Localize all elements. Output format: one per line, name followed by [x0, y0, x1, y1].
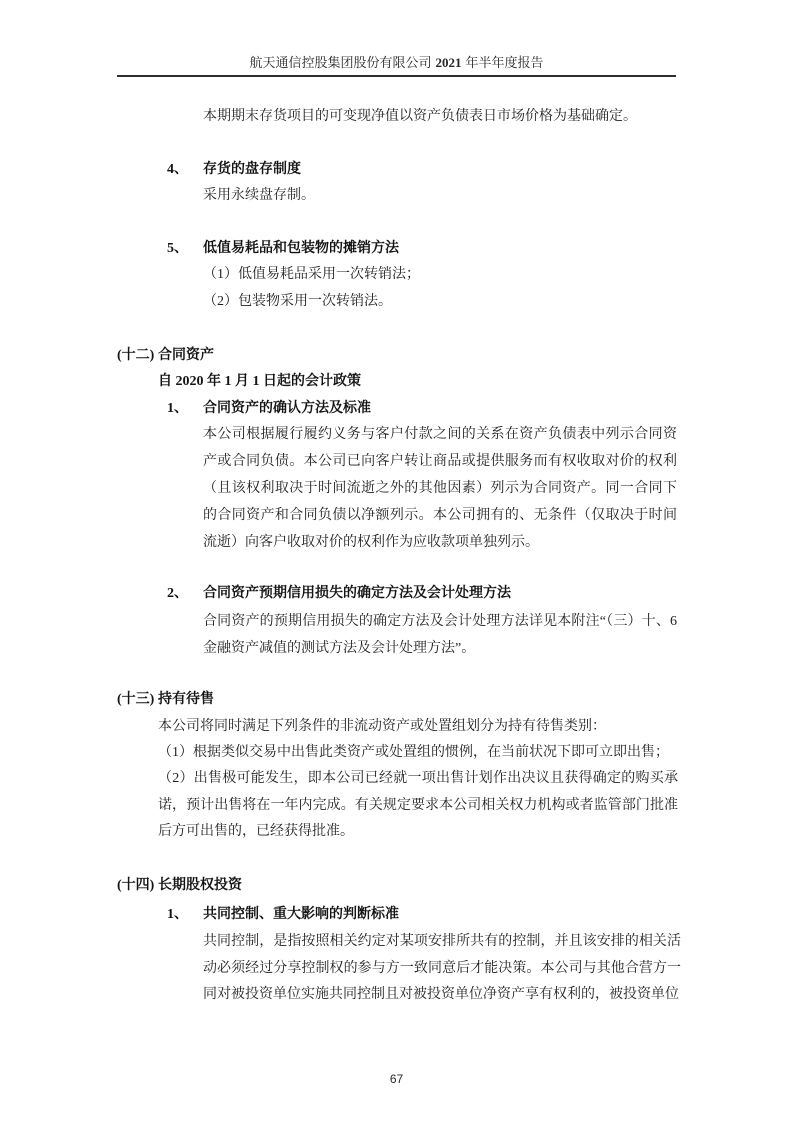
heading-item5-title: 低值易耗品和包装物的摊销方法: [203, 241, 399, 256]
section12-policy-line: 自 2020 年 1 月 1 日起的会计政策: [158, 374, 361, 389]
heading-section14-title: 长期股权投资: [158, 878, 242, 893]
heading-item4-number: 4、: [167, 162, 188, 177]
heading-section12-item1: [167, 399, 371, 419]
heading-section12-item1-number: 1、: [167, 401, 188, 416]
heading-section14-item1-title: 共同控制、重大影响的判断标准: [203, 907, 399, 922]
header-company: 航天通信控股集团股份有限公司: [249, 55, 432, 70]
heading-section12-item2-number: 2、: [167, 586, 188, 601]
section13-body1: 本公司将同时满足下列条件的非流动资产或处置组划分为持有待售类别：: [158, 719, 606, 734]
page-header: [0, 53, 793, 73]
header-year: 2021: [435, 55, 462, 70]
heading-item4: [167, 160, 301, 180]
heading-item5-number: 5、: [167, 241, 188, 256]
item5-line1: （1）低值易耗品采用一次转销法；: [203, 267, 420, 282]
page-number: 67: [389, 1072, 404, 1086]
heading-item5: [167, 239, 399, 259]
intro-paragraph: 本期期末存货项目的可变现净值以资产负债表日市场价格为基础确定。: [203, 109, 637, 124]
heading-section14-item1-number: 1、: [167, 907, 188, 922]
section13-body2: （1）根据类似交易中出售此类资产或处置组的惯例，在当前状况下即可立即出售；: [158, 745, 669, 760]
item4-body: 采用永续盘存制。: [203, 188, 315, 203]
heading-item4-title: 存货的盘存制度: [203, 162, 301, 177]
heading-section13-number: (十三): [117, 692, 155, 707]
heading-section14: [117, 876, 242, 896]
heading-section14-number: (十四): [117, 878, 155, 893]
header-rule: [117, 75, 676, 77]
heading-section13: [117, 690, 214, 710]
heading-section12-item2-title: 合同资产预期信用损失的确定方法及会计处理方法: [203, 586, 511, 601]
heading-section12: [117, 346, 214, 366]
section12-item2-body: 合同资产的预期信用损失的确定方法及会计处理方法详见本附注“（三）十、6 金融资产减值的测试方法及会计处理方法”。: [203, 614, 677, 656]
section13-body3: （2）出售极可能发生，即本公司已经就一项出售计划作出决议且获得确定的购买承诺，预计出售将在一年内完成。有关规定要求本公司相关权力机构或者监管部门批准后方可出售的，已经获得批准。: [158, 771, 678, 839]
section12-item1-body: 本公司根据履行履约义务与客户付款之间的关系在资产负债表中列示合同资产或合同负债。本公司已向客户转让商品或提供服务而有权收取对价的权利（且该权利取决于时间流逝之外的其他因素）列示为合同资产。同一合同下的合同资产和合同负债以净额列示。本公司拥有的、无条件（仅取决于时间流逝）向客户收取对价的权利作为应收款项单独列示。: [203, 427, 677, 550]
heading-section14-item1: [167, 905, 399, 925]
heading-section12-item1-title: 合同资产的确认方法及标准: [203, 401, 371, 416]
item5-line2: （2）包装物采用一次转销法。: [203, 294, 392, 309]
header-suffix: 年半年度报告: [465, 55, 544, 70]
heading-section13-title: 持有待售: [158, 692, 214, 707]
heading-section12-title: 合同资产: [158, 348, 214, 363]
section14-item1-body: 共同控制，是指按照相关约定对某项安排所共有的控制，并且该安排的相关活动必须经过分享控制权的参与方一致同意后才能决策。本公司与其他合营方一同对被投资单位实施共同控制且对被投资单位净资产享有权利的，被投资单位: [203, 934, 681, 1002]
heading-section12-number: (十二): [117, 348, 155, 363]
heading-section12-item2: [167, 584, 511, 604]
